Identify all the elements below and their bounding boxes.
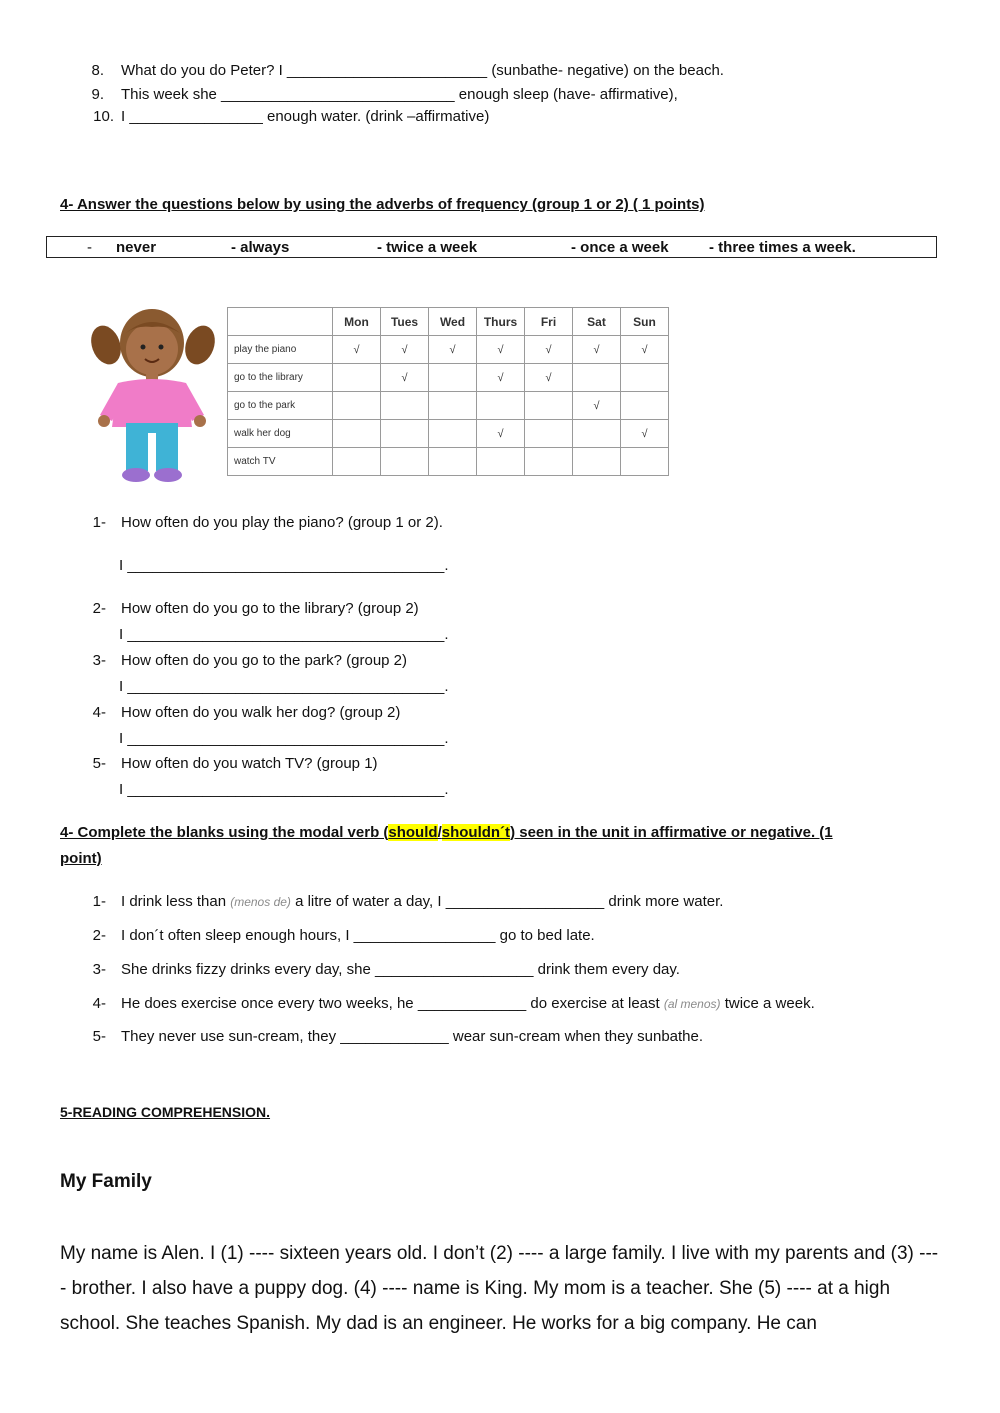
modal-item-pre: I drink less than [121,893,231,910]
heading-pre: 4- Complete the blanks using the modal verb ( [60,824,389,841]
item-text: This week she ____________________________ enough sleep (have- affirmative), [121,86,678,103]
item-text: I ________________ enough water. (drink –affirmative) [121,108,490,125]
activity-label: play the piano [228,336,333,364]
empty-cell [573,364,621,392]
empty-cell [333,364,381,392]
empty-cell [573,420,621,448]
check-mark-cell: √ [525,364,573,392]
modal-item-number: 2- [92,927,106,944]
modal-item-number: 4- [92,995,106,1012]
modal-item-text [121,893,723,910]
check-mark-cell: √ [573,392,621,420]
day-header: Wed [429,308,477,336]
empty-cell [429,392,477,420]
question-number: 5- [92,755,106,772]
empty-cell [429,420,477,448]
check-mark-cell: √ [381,364,429,392]
girl-illustration [88,303,220,485]
day-header: Sat [573,308,621,336]
modal-item-number: 5- [92,1028,106,1045]
empty-cell [333,392,381,420]
item-text: What do you do Peter? I ________________________ (sunbathe- negative) on the beach. [121,62,724,79]
word-bank-dash: - [87,239,92,256]
empty-cell [621,364,669,392]
question-text: How often do you watch TV? (group 1) [121,755,378,772]
question-number: 2- [92,600,106,617]
answer-line[interactable]: I ______________________________________. [119,626,449,643]
modal-item-note: (al menos) [663,997,721,1011]
table-row [228,364,669,392]
day-header: Mon [333,308,381,336]
activity-label: go to the library [228,364,333,392]
section-4b-heading [60,824,833,841]
word-three-times: - three times a week. [709,239,856,256]
answer-line[interactable]: I ______________________________________. [119,678,449,695]
empty-cell [381,392,429,420]
answer-line[interactable]: I ______________________________________. [119,730,449,747]
check-mark-cell: √ [381,336,429,364]
empty-cell [333,448,381,476]
question-number: 3- [92,652,106,669]
modal-item-post: twice a week. [720,995,815,1012]
empty-cell [381,448,429,476]
check-mark-cell: √ [573,336,621,364]
item-number: 9. [91,86,104,103]
question-text: How often do you play the piano? (group 1 or 2). [121,514,443,531]
empty-cell [429,364,477,392]
empty-cell [381,420,429,448]
modal-item-number: 3- [92,961,106,978]
check-mark-cell: √ [477,420,525,448]
word-twice: - twice a week [377,239,478,256]
modal-item-post: a litre of water a day, I ___________________ drink more water. [290,893,724,910]
activity-label: go to the park [228,392,333,420]
answer-line[interactable]: I ______________________________________. [119,781,449,798]
reading-paragraph: My name is Alen. I (1) ---- sixteen years old. I don’t (2) ---- a large family. I live with my parents and (3) ---- brother. I also have a puppy dog. (4) ---- name is King. My mom is a teacher. She (5) ---- at a high school. She teaches Spanish. My dad is an engineer. He works for a big company. He can [60,1243,939,1334]
question-text: How often do you go to the park? (group 2) [121,652,408,669]
modal-item-number: 1- [92,893,106,910]
empty-cell [429,448,477,476]
table-row [228,336,669,364]
empty-cell [525,420,573,448]
check-mark-cell: √ [621,420,669,448]
modal-item-text: They never use sun-cream, they _____________ wear sun-cream when they sunbathe. [121,1028,704,1045]
question-text: How often do you walk her dog? (group 2) [121,704,401,721]
should-highlight: should [388,824,438,841]
item-number: 10. [93,108,114,125]
table-header-row [228,308,669,336]
empty-cell [621,448,669,476]
empty-cell [333,420,381,448]
activity-label: watch TV [228,448,333,476]
activity-table [227,307,669,476]
heading-slash: / [437,824,442,841]
empty-cell [477,448,525,476]
day-header: Tues [381,308,429,336]
empty-cell [477,392,525,420]
item-number: 8. [91,62,104,79]
modal-item-text: I don´t often sleep enough hours, I _________________ go to bed late. [121,927,595,944]
reading-title: My Family [60,1171,152,1192]
modal-item-pre: He does exercise once every two weeks, he _____________ do exercise at least [121,995,664,1012]
table-row [228,392,669,420]
question-number: 1- [92,514,106,531]
question-number: 4- [92,704,106,721]
activity-label: walk her dog [228,420,333,448]
section-5-heading: 5-READING COMPREHENSION. [60,1104,271,1120]
section-4b-heading-line2: point) [60,850,102,867]
table-row [228,448,669,476]
check-mark-cell: √ [429,336,477,364]
heading-post: ) seen in the unit in affirmative or negative. (1 [510,824,833,841]
table-row [228,420,669,448]
word-never: never [116,239,157,256]
day-header: Thurs [477,308,525,336]
word-bank [46,236,937,258]
day-header: Fri [525,308,573,336]
check-mark-cell: √ [477,364,525,392]
empty-cell [573,448,621,476]
section-4a-heading: 4- Answer the questions below by using the adverbs of frequency (group 1 or 2) ( 1 points) [60,196,705,213]
check-mark-cell: √ [525,336,573,364]
answer-line[interactable]: I ______________________________________. [119,557,449,574]
empty-cell [621,392,669,420]
modal-item-note: (menos de) [230,895,291,909]
check-mark-cell: √ [621,336,669,364]
modal-item-text: She drinks fizzy drinks every day, she ___________________ drink them every day. [121,961,680,978]
question-text: How often do you go to the library? (group 2) [121,600,419,617]
check-mark-cell: √ [333,336,381,364]
table-corner [228,308,333,336]
empty-cell [525,448,573,476]
day-header: Sun [621,308,669,336]
modal-item-text [121,995,815,1012]
word-always: - always [231,239,290,256]
empty-cell [525,392,573,420]
check-mark-cell: √ [477,336,525,364]
word-once: - once a week [571,239,669,256]
shouldnt-highlight: shouldn´t [441,824,511,841]
